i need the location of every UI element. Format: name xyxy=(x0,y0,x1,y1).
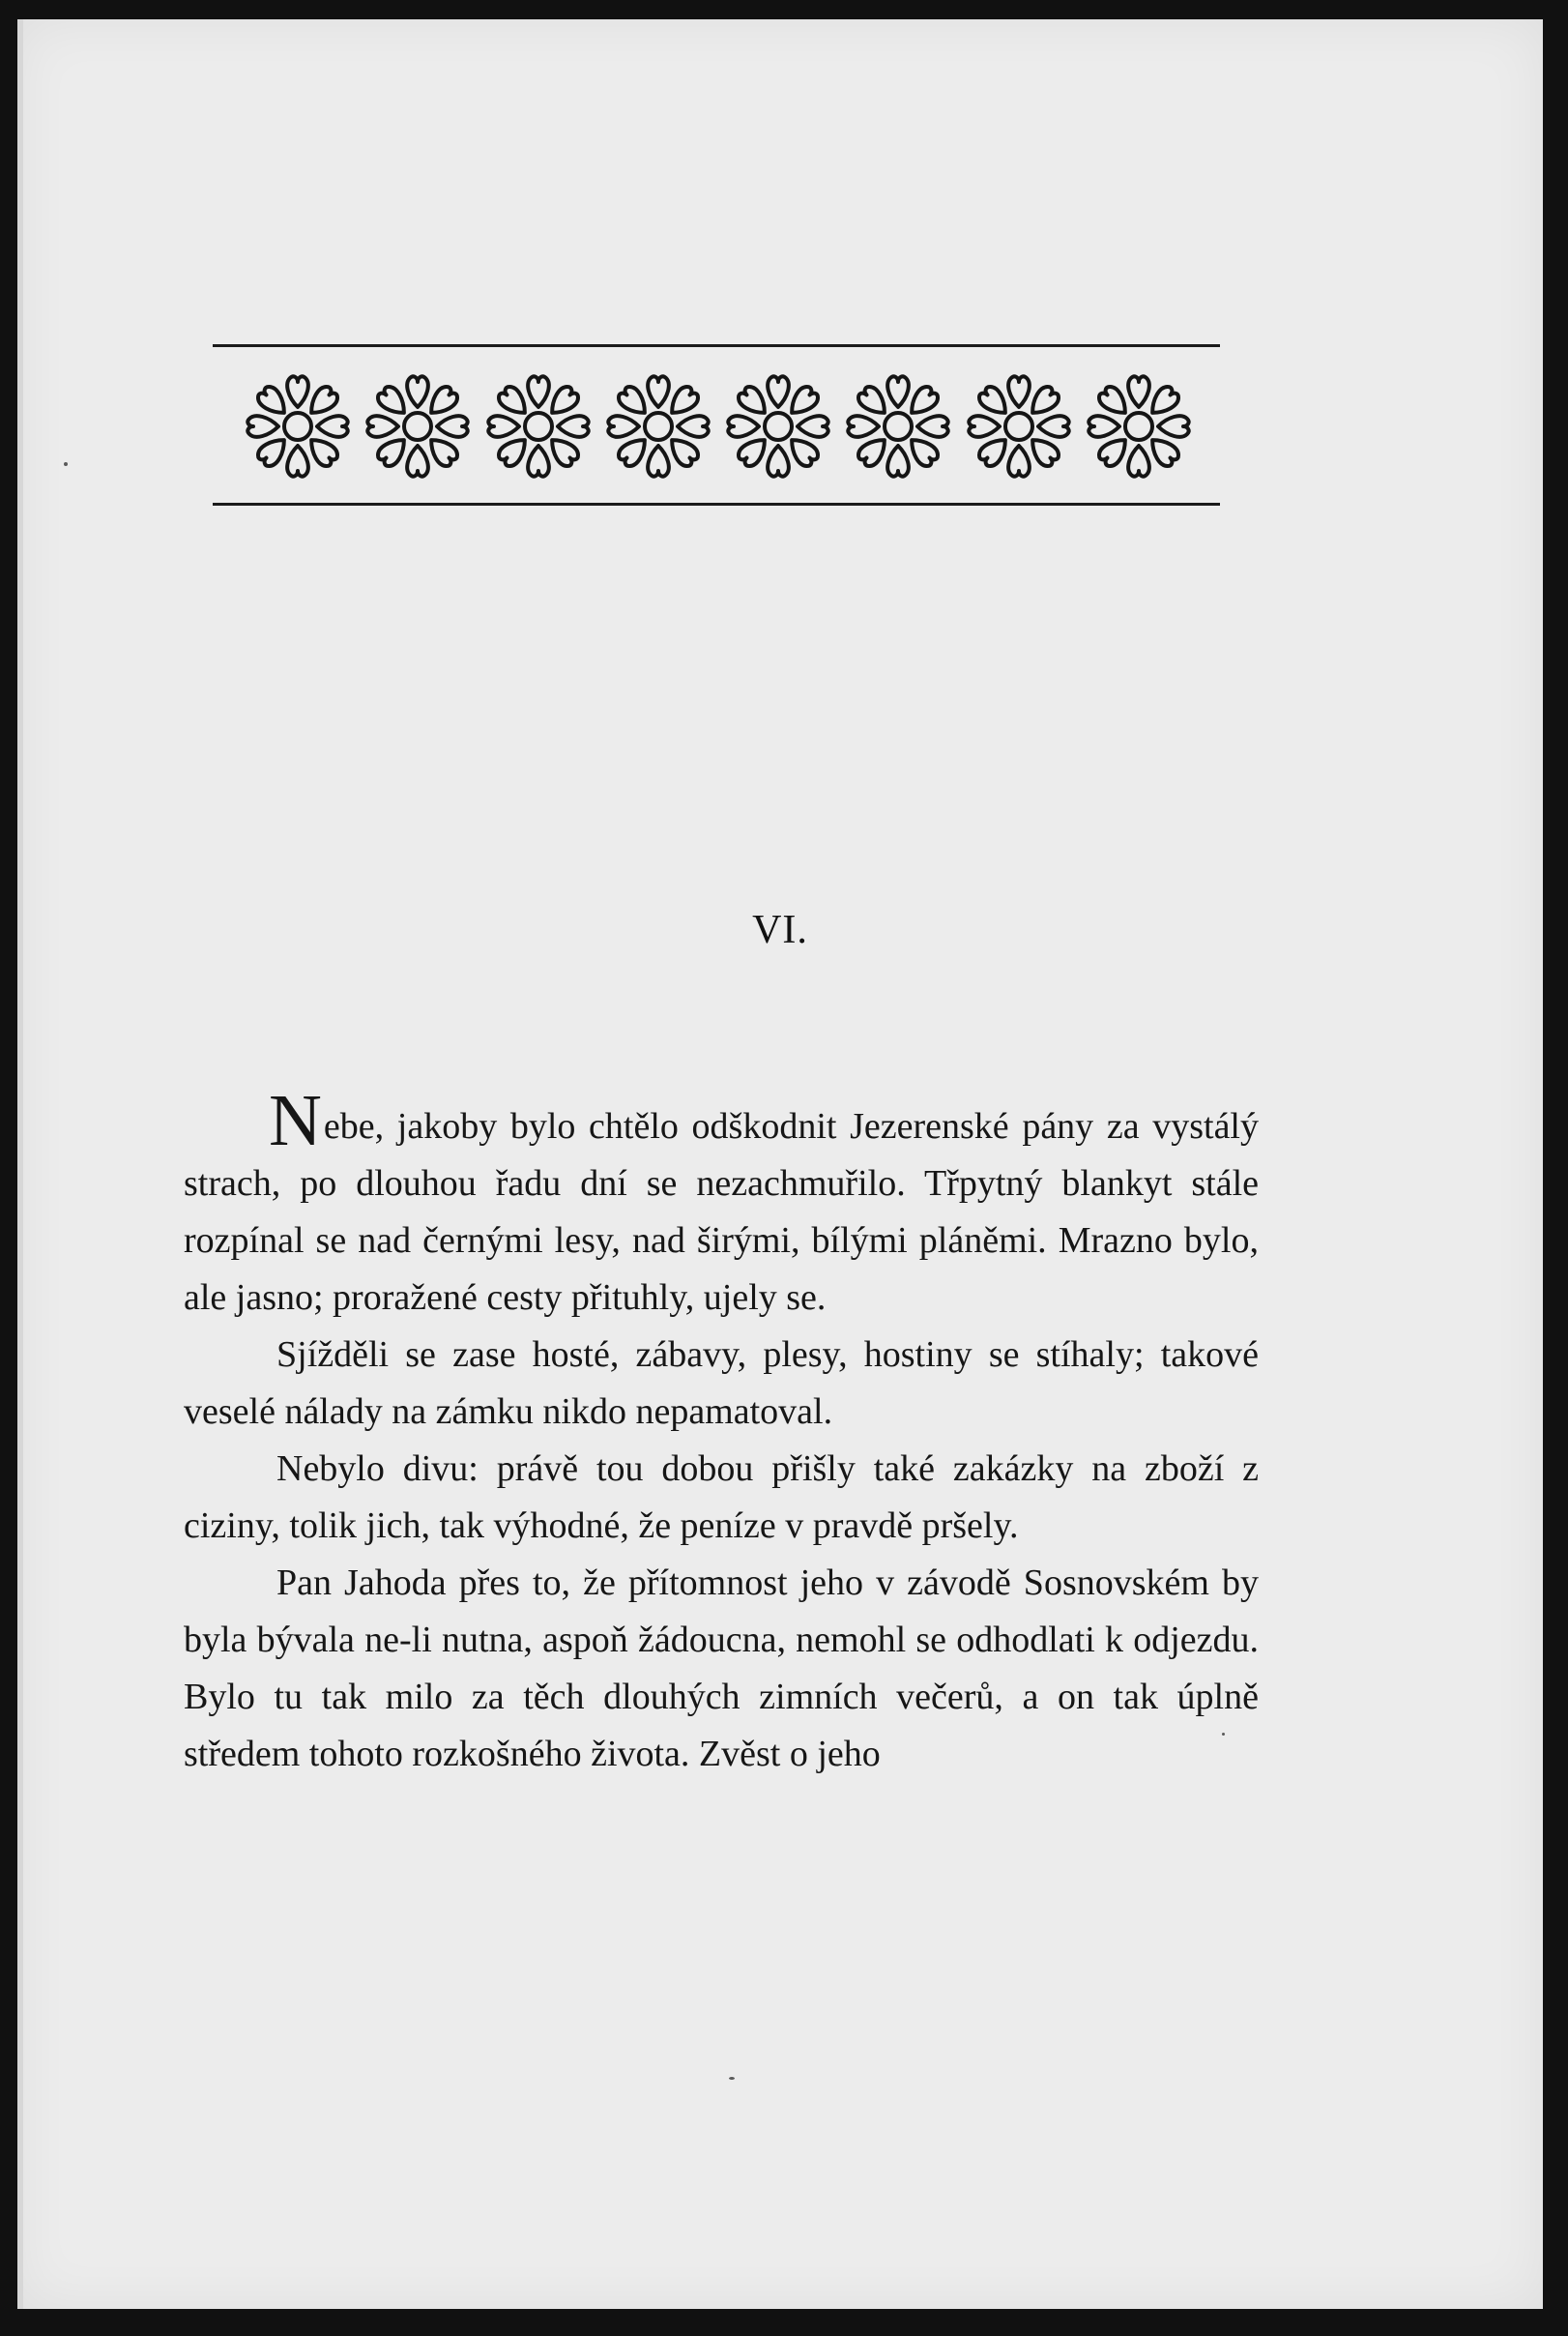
chapter-heading: VI. xyxy=(752,908,808,952)
paragraph-3: Nebylo divu: právě tou dobou přišly také zakázky na zboží z ciziny, tolik jich, tak výhodné, že peníze v pravdě pršely. xyxy=(184,1448,1259,1546)
paragraph-1-text: ebe, jakoby bylo chtělo odškodnit Jezerenské pány za vystálý strach, po dlouhou řadu dní se nezachmuřilo. Třpytný blankyt stále rozpínal se nad černými lesy, nad širými, bílými pláněmi. Mrazno bylo, ale jasno; proražené cesty přituhly, ujely se. xyxy=(184,1106,1259,1318)
paragraph-1 xyxy=(184,1080,1259,1327)
chapter-text xyxy=(184,1080,1259,1783)
ornament-bottom-rule xyxy=(213,503,1220,506)
page-edge xyxy=(17,19,23,2309)
book-page xyxy=(17,19,1543,2309)
paper-speck xyxy=(729,2077,735,2080)
flower-rosette-icon xyxy=(1081,368,1197,484)
ornament-row xyxy=(240,367,1197,485)
decorative-header xyxy=(213,323,1220,507)
paragraph-2: Sjížděli se zase hosté, zábavy, plesy, hostiny se stíhaly; takové veselé nálady na zámku nikdo nepamatoval. xyxy=(184,1334,1259,1432)
flower-rosette-icon xyxy=(961,368,1077,484)
flower-rosette-icon xyxy=(840,368,956,484)
flower-rosette-icon xyxy=(360,368,476,484)
paper-speck xyxy=(1222,1733,1225,1736)
ornament-top-rule xyxy=(213,344,1220,347)
drop-cap: N xyxy=(269,1080,322,1161)
flower-rosette-icon xyxy=(240,368,356,484)
flower-rosette-icon xyxy=(600,368,716,484)
flower-rosette-icon xyxy=(720,368,836,484)
paragraph-4: Pan Jahoda přes to, že přítomnost jeho v závodě Sosnovském by byla bývala ne-li nutna, aspoň žádoucna, nemohl se odhodlati k odjezdu. Bylo tu tak milo za těch dlouhých zimních večerů, a on tak úplně středem tohoto rozkošného života. Zvěst o jeho xyxy=(184,1562,1259,1774)
flower-rosette-icon xyxy=(480,368,596,484)
paper-speck xyxy=(64,462,68,466)
